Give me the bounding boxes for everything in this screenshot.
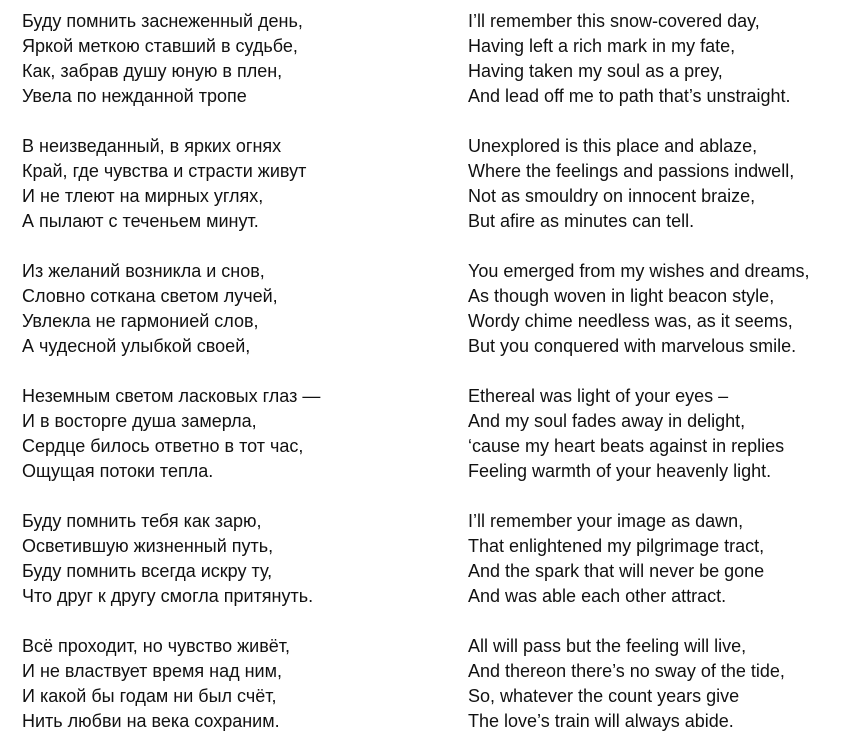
russian-line: Осветившую жизненный путь, — [22, 536, 274, 556]
russian-line: Словно соткана светом лучей, — [22, 286, 278, 306]
english-line: Unexplored is this place and ablaze, — [468, 136, 758, 156]
russian-line: Что друг к другу смогла притянуть. — [22, 586, 314, 606]
russian-line: Нить любви на века сохраним. — [22, 711, 280, 731]
english-column — [468, 9, 810, 734]
russian-stanza-3 — [22, 259, 320, 359]
russian-line: Увлекла не гармонией слов, — [22, 311, 259, 331]
english-line: And was able each other attract. — [468, 586, 727, 606]
russian-stanza-4 — [22, 384, 320, 484]
english-stanza-5 — [468, 509, 810, 609]
english-line: I’ll remember your image as dawn, — [468, 511, 744, 531]
russian-line: И не властвует время над ним, — [22, 661, 282, 681]
english-stanza-6 — [468, 634, 810, 734]
russian-line: Увела по нежданной тропе — [22, 86, 247, 106]
english-line: Having left a rich mark in my fate, — [468, 36, 736, 56]
russian-line: И в восторге душа замерла, — [22, 411, 257, 431]
english-line: I’ll remember this snow-covered day, — [468, 11, 760, 31]
english-line: That enlightened my pilgrimage tract, — [468, 536, 765, 556]
english-stanza-4 — [468, 384, 810, 484]
russian-stanza-6 — [22, 634, 320, 734]
russian-line: И не тлеют на мирных углях, — [22, 186, 264, 206]
english-line: The love’s train will always abide. — [468, 711, 734, 731]
english-line: Having taken my soul as a prey, — [468, 61, 723, 81]
english-line: So, whatever the count years give — [468, 686, 740, 706]
russian-line: И какой бы годам ни был счёт, — [22, 686, 277, 706]
russian-line: А чудесной улыбкой своей, — [22, 336, 251, 356]
russian-line: Буду помнить всегда искру ту, — [22, 561, 273, 581]
english-line: Wordy chime needless was, as it seems, — [468, 311, 793, 331]
english-line: Feeling warmth of your heavenly light. — [468, 461, 772, 481]
english-line: Not as smouldry on innocent braize, — [468, 186, 756, 206]
russian-line: Яркой меткою ставший в судьбе, — [22, 36, 298, 56]
russian-line: Всё проходит, но чувство живёт, — [22, 636, 291, 656]
english-line: But you conquered with marvelous smile. — [468, 336, 797, 356]
russian-line: Буду помнить тебя как зарю, — [22, 511, 262, 531]
russian-line: Буду помнить заснеженный день, — [22, 11, 303, 31]
russian-line: Неземным светом ласковых глаз — — [22, 386, 321, 406]
english-line: And thereon there’s no sway of the tide, — [468, 661, 785, 681]
russian-line: Ощущая потоки тепла. — [22, 461, 214, 481]
russian-line: Как, забрав душу юную в плен, — [22, 61, 283, 81]
russian-stanza-1 — [22, 9, 320, 109]
russian-column — [22, 9, 320, 734]
english-line: But afire as minutes can tell. — [468, 211, 695, 231]
russian-line: Из желаний возникла и снов, — [22, 261, 265, 281]
english-line: And lead off me to path that’s unstraight. — [468, 86, 791, 106]
russian-line: Край, где чувства и страсти живут — [22, 161, 307, 181]
english-line: As though woven in light beacon style, — [468, 286, 775, 306]
english-stanza-3 — [468, 259, 810, 359]
english-line: ‘cause my heart beats against in replies — [468, 436, 785, 456]
russian-stanza-2 — [22, 134, 320, 234]
english-line: Where the feelings and passions indwell, — [468, 161, 795, 181]
english-line: And the spark that will never be gone — [468, 561, 765, 581]
english-stanza-1 — [468, 9, 810, 109]
english-stanza-2 — [468, 134, 810, 234]
english-line: And my soul fades away in delight, — [468, 411, 746, 431]
english-line: All will pass but the feeling will live, — [468, 636, 747, 656]
russian-stanza-5 — [22, 509, 320, 609]
english-line: You emerged from my wishes and dreams, — [468, 261, 810, 281]
english-line: Ethereal was light of your eyes – — [468, 386, 729, 406]
russian-line: А пылают с теченьем минут. — [22, 211, 259, 231]
russian-line: В неизведанный, в ярких огнях — [22, 136, 282, 156]
russian-line: Сердце билось ответно в тот час, — [22, 436, 304, 456]
